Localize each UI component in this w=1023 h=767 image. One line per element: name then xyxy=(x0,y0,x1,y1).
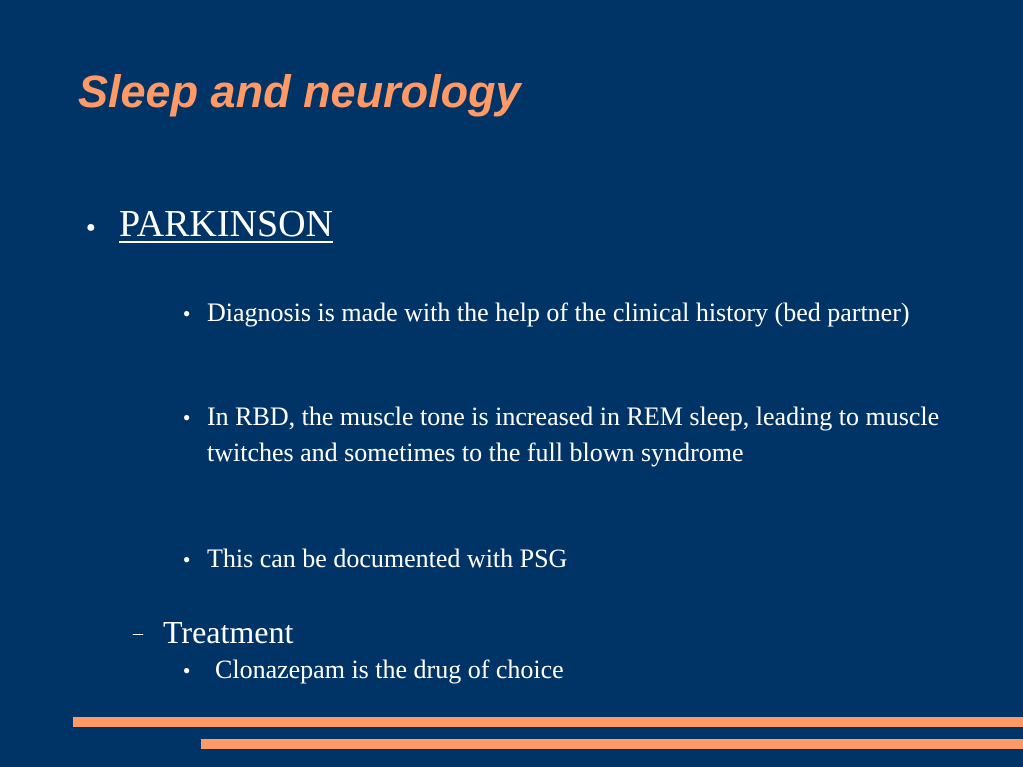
treatment-point: Clonazepam is the drug of choice xyxy=(215,655,564,684)
bullet-icon: ● xyxy=(183,663,191,677)
bullet-icon: ● xyxy=(183,306,191,320)
decorative-rule-top xyxy=(73,717,1023,727)
bullet-icon: ● xyxy=(86,219,96,236)
sub-point: In RBD, the muscle tone is increased in REM sleep, leading to muscle twitches and sometimes to the full blown syndrome xyxy=(207,402,940,467)
section-heading: PARKINSON xyxy=(119,203,333,245)
slide-title: Sleep and neurology xyxy=(78,66,521,117)
bullet-icon: ● xyxy=(183,552,191,566)
decorative-rule-bottom xyxy=(201,739,1023,749)
bullet-icon: ● xyxy=(183,410,191,424)
treatment-heading: Treatment xyxy=(163,614,294,650)
sub-point: This can be documented with PSG xyxy=(207,544,568,573)
dash-icon: – xyxy=(133,622,143,644)
sub-point: Diagnosis is made with the help of the clinical history (bed partner) xyxy=(207,298,910,327)
